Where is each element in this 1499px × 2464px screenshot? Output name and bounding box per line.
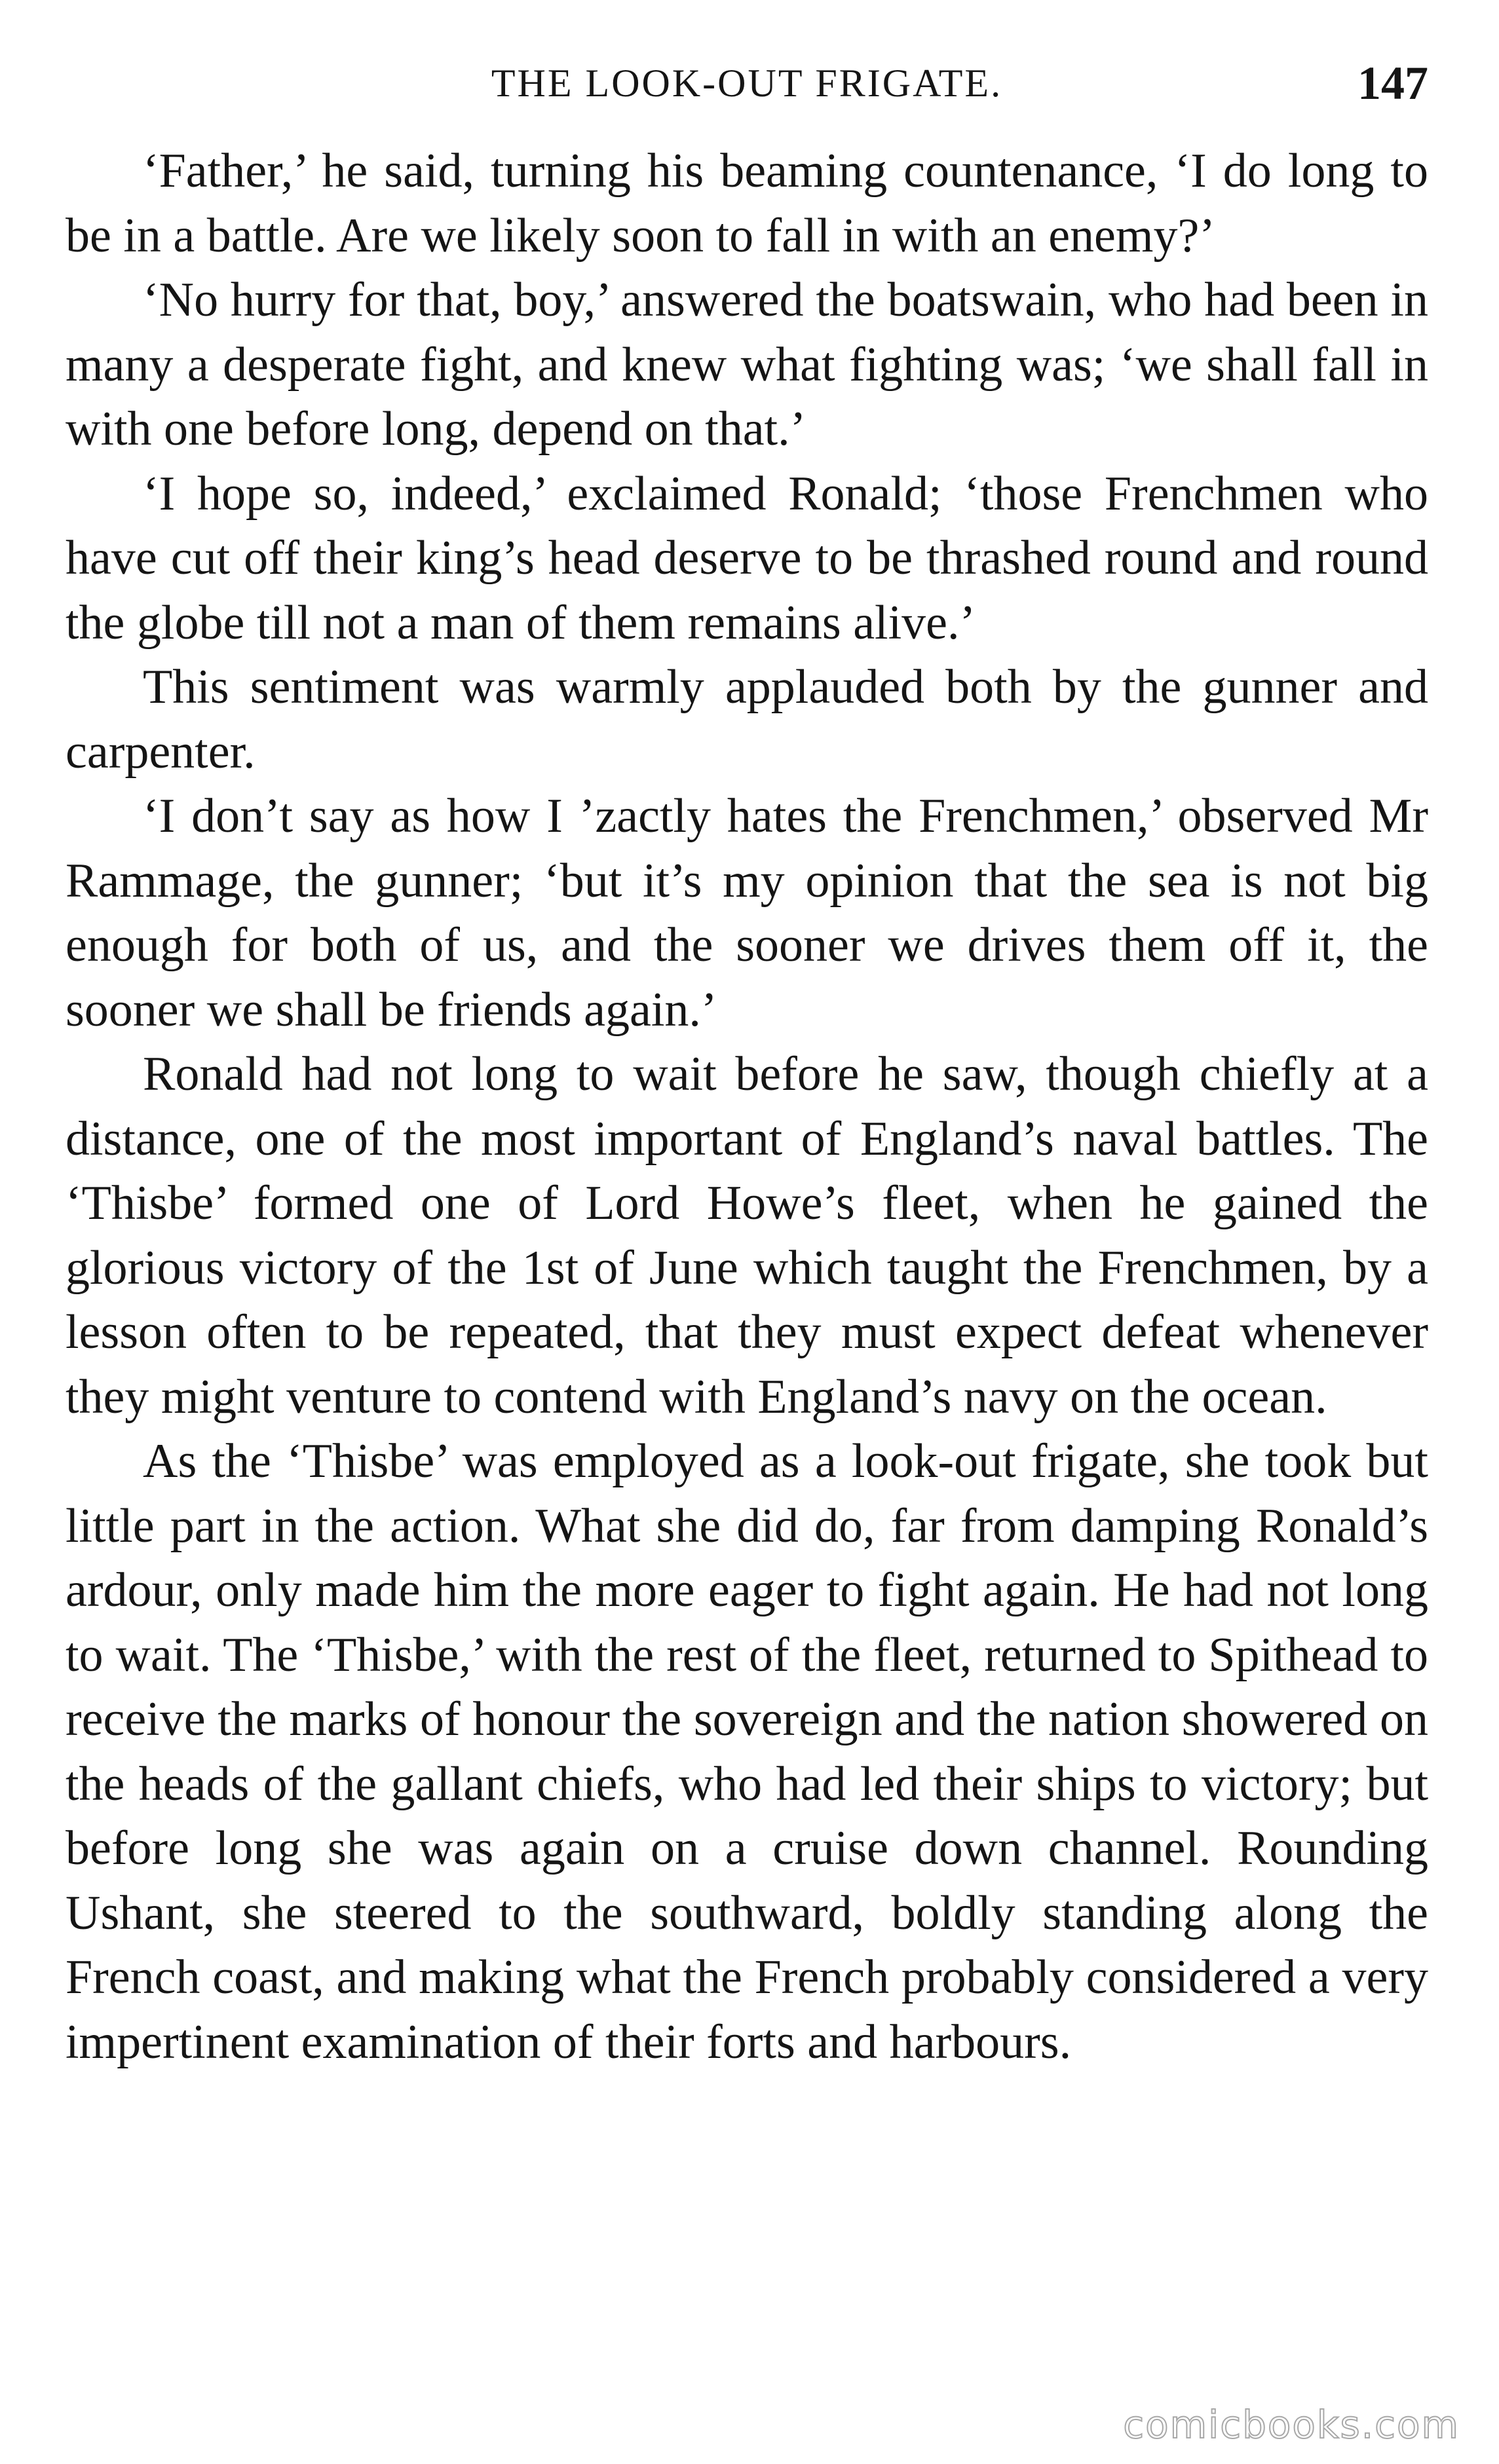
page-number: 147: [1357, 57, 1428, 109]
body-text: [66, 139, 1428, 2074]
paragraph-sentiment-applauded: This sentiment was warmly applauded both by the gunner and carpenter.: [66, 660, 1428, 779]
paragraph-look-out-frigate: As the ‘Thisbe’ was employed as a look-out frigate, she took but little part in the action. What she did do, far from damping Ronald’s ardour, only made him the more eager to fight again. He had not long to wait. The ‘Thisbe,’ with the rest of the fleet, returned to Spithead to receive the marks of honour the sovereign and the nation showered on the heads of the gallant chiefs, who had led their ships to victory; but before long she was again on a cruise down channel. Rounding Ushant, she steered to the southward, boldly standing along the French coast, and making what the French probably considered a very impertinent examination of their forts and harbours.: [66, 1434, 1428, 2069]
paragraph-ronald-exclaims: ‘I hope so, indeed,’ exclaimed Ronald; ‘those Frenchmen who have cut off their king’s head deserve to be thrashed round and round the globe till not a man of them remains alive.’: [66, 466, 1428, 650]
paragraph-boatswain-reply: ‘No hurry for that, boy,’ answered the boatswain, who had been in many a desperate fight, and knew what fighting was; ‘we shall fall in with one before long, depend on that.’: [66, 273, 1428, 456]
running-head: [66, 54, 1428, 113]
paragraph-father-battle: ‘Father,’ he said, turning his beaming countenance, ‘I do long to be in a battle. Are we likely soon to fall in with an enemy?’: [66, 144, 1428, 263]
running-title: THE LOOK-OUT FRIGATE.: [491, 62, 1003, 105]
watermark: comicbooks.com: [1123, 2402, 1460, 2447]
paragraph-gunner-opinion: ‘I don’t say as how I ’zactly hates the Frenchmen,’ observed Mr Rammage, the gunner; ‘but it’s my opinion that the sea is not big enough for both of us, and the sooner we drives them off it, the sooner we shall be friends again.’: [66, 789, 1428, 1037]
paragraph-naval-battle: Ronald had not long to wait before he saw, though chiefly at a distance, one of the most important of England’s naval battles. The ‘Thisbe’ formed one of Lord Howe’s fleet, when he gained the glorious victory of the 1st of June which taught the Frenchmen, by a lesson often to be repeated, that they must expect defeat whenever they might venture to contend with England’s navy on the ocean.: [66, 1047, 1428, 1424]
